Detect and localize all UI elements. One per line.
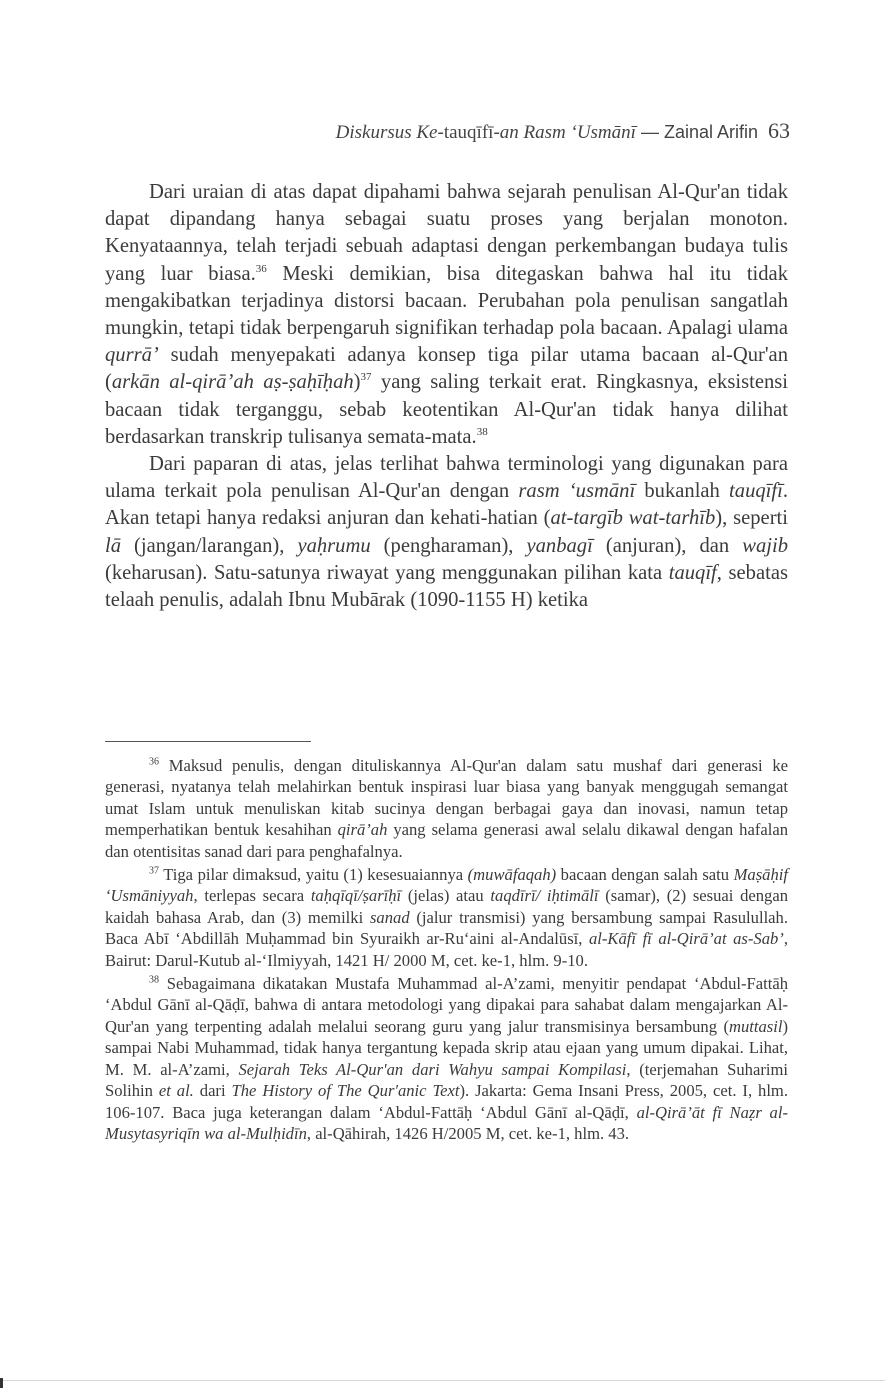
italic-term: rasm ‘usmānī (518, 480, 636, 503)
header-separator: — (635, 122, 664, 142)
text-run: (jangan/larangan), (121, 534, 298, 557)
italic-term: tauqīf (668, 561, 717, 584)
text-run: (samar), (2) sesuai dengan kaidah bahasa Arab, dan (3) memilki (105, 886, 789, 927)
text-run: bacaan dengan salah satu (556, 865, 734, 885)
italic-term: at-targīb wat-tarhīb (550, 507, 716, 530)
text-run: ) (353, 371, 361, 394)
footnote-ref: 36 (149, 756, 159, 768)
footnotes (105, 755, 788, 1146)
footnote-36 (105, 755, 788, 862)
text-run: . Akan tetapi hanya redaksi anjuran dan kehati-hatian ( (105, 480, 788, 530)
italic-term: tauqīfī (729, 480, 783, 503)
text-run: ). Jakarta: Gema Insani Press, 2005, cet. I, hlm. 106-107. Baca juga keterangan dalam ‘Abdul-Fattāḥ ‘Abdul Gānī al-Qāḍī, (105, 1081, 788, 1122)
italic-term: wajib (742, 534, 788, 557)
footnote-38 (105, 973, 788, 1144)
italic-term: muttasil (728, 1016, 783, 1036)
footnote-ref: 36 (255, 262, 267, 275)
text-run: , sebatas telaah penulis, adalah Ibnu Mubārak (1090-1155 H) ketika (105, 561, 788, 612)
italic-term: al-Kāfī fī al-Qirā’at as-Sab’ (588, 929, 784, 949)
italic-term: et al. (158, 1081, 194, 1101)
footnote-ref: 38 (149, 974, 159, 986)
text-run: Dari paparan di atas, jelas terlihat bahwa terminologi yang digunakan para ulama terkait pola penulisan Al-Qur'an dengan (105, 453, 788, 503)
text-run: dari (193, 1081, 232, 1101)
text-run: , (terjemahan Suharimi Solihin (105, 1059, 788, 1101)
footnote-ref: 38 (476, 425, 488, 438)
italic-term: Sejarah Teks Al-Qur'an dari Wahyu sampai Kompilasi (238, 1059, 627, 1079)
footnote-ref: 37 (360, 371, 372, 384)
text-run: Maksud penulis, dengan dituliskannya Al-Qur'an dalam satu mushaf dari generasi ke generasi, nyatanya telah melahirkan bentuk inspirasi luar biasa yang banyak menggugah semangat umat Islam untuk menuliskan kitab sucinya dengan berbagai gaya dan inovasi, namun tetap memperhatikan bentuk kesahihan (105, 756, 788, 840)
italic-term: Maṣāḥif ‘Usmāniyyah (105, 865, 788, 906)
text-run: (jelas) atau (401, 886, 491, 906)
text-run: (jalur transmisi) yang bersambung sampai Rasulullah. Baca Abī ‘Abdillāh Muḥammad bin Syuraikh ar-Ru‘aini al-Andalūsī, (105, 907, 788, 949)
scan-edge-mark (0, 1378, 3, 1388)
header-author: Zainal Arifin (663, 122, 758, 142)
header-title-a: Diskursus Ke- (335, 122, 444, 143)
italic-term: arkān al-qirā’ah aṣ-ṣaḥīḥah (111, 371, 354, 394)
italic-term: qirā’ah (337, 820, 388, 840)
text-run: , Bairut: Darul-Kutub al-‘Ilmiyyah, 1421 H/ 2000 M, cet. ke-1, hlm. 9-10. (105, 929, 788, 970)
italic-term: lā (105, 534, 122, 557)
italic-term: yaḥrumu (297, 534, 371, 557)
text-run: , al-Qāhirah, 1426 H/2005 M, cet. ke-1, hlm. 43. (306, 1123, 630, 1143)
text-run: (keharusan). Satu-satunya riwayat yang menggunakan pilihan kata (105, 561, 669, 584)
italic-term: (muwāfaqah) (467, 865, 557, 885)
body-paragraph (105, 451, 788, 614)
italic-term: qurrā’ (105, 344, 159, 367)
footnote-37 (105, 864, 788, 971)
body-text (105, 179, 788, 614)
italic-term: al-Qirā’āt fī Naẓr al-Musytasyriqīn wa al-Mulḥidīn (105, 1102, 788, 1143)
header-title-c: -an Rasm ‘Usmānī (493, 122, 636, 143)
text-run: Tiga pilar dimaksud, yaitu (1) kesesuaiannya (159, 865, 468, 885)
running-header (100, 118, 790, 144)
text-run: ) sampai Nabi Muhammad, tidak hanya tergantung kepada skrip atau ejaan yang umum dipakai. Lihat, M. M. al-A’zami, (105, 1016, 788, 1079)
text-run: bukanlah (635, 480, 730, 503)
footnote-separator-rule (105, 741, 311, 742)
text-run: ), seperti (715, 507, 788, 530)
text-run: yang saling terkait erat. Ringkasnya, eksistensi bacaan tidak terganggu, sebab keotentikan Al-Qur'an tidak hanya dilihat berdasarkan transkrip tulisanya semata-mata. (105, 371, 788, 448)
footnote-ref: 37 (149, 865, 159, 877)
header-title-b: tauqīfī (443, 122, 494, 143)
text-run: (anjuran), dan (592, 534, 743, 557)
italic-term: taḥqīqī/ṣarīḥī (310, 886, 402, 906)
italic-term: sanad (369, 907, 410, 927)
text-run: Dari uraian di atas dapat dipahami bahwa sejarah penulisan Al-Qur'an tidak dapat dipandang hanya sebagai suatu proses yang berjalan monoton. Kenyataannya, telah terjadi sebuah adaptasi dengan perkembangan budaya tulis yang luar biasa. (105, 181, 788, 285)
italic-term: yanbagī (526, 534, 593, 557)
italic-term: The History of The Qur'anic Text (231, 1081, 460, 1101)
italic-term: taqdīrī/ iḥtimālī (490, 886, 599, 906)
text-run: , terlepas secara (193, 886, 311, 906)
text-run: sudah menyepakati adanya konsep tiga pilar utama bacaan al-Qur'an ( (105, 344, 788, 394)
text-run: Sebagaimana dikatakan Mustafa Muhammad al-A’zami, menyitir pendapat ‘Abdul-Fattāḥ ‘Abdul Gānī al-Qāḍī, bahwa di antara metodologi yang dipakai para sahabat dalam mengajarkan Al-Qur'an yang terpenting adalah melalui seorang guru yang jalur transmisinya bersambung ( (105, 974, 788, 1036)
scan-bottom-edge (0, 1380, 885, 1381)
text-run: (pengharaman), (370, 534, 527, 557)
text-run: yang selama generasi awal selalu dikawal dengan hafalan dan otentisitas sanad dari para penghafalnya. (105, 820, 788, 861)
body-paragraph (105, 179, 788, 451)
page-number: 63 (768, 118, 790, 143)
text-run: Meski demikian, bisa ditegaskan bahwa hal itu tidak mengakibatkan terjadinya distorsi bacaan. Perubahan pola penulisan sangatlah mungkin, tetapi tidak berpengaruh signifikan terhadap pola bacaan. Apalagi ulama (105, 262, 788, 340)
